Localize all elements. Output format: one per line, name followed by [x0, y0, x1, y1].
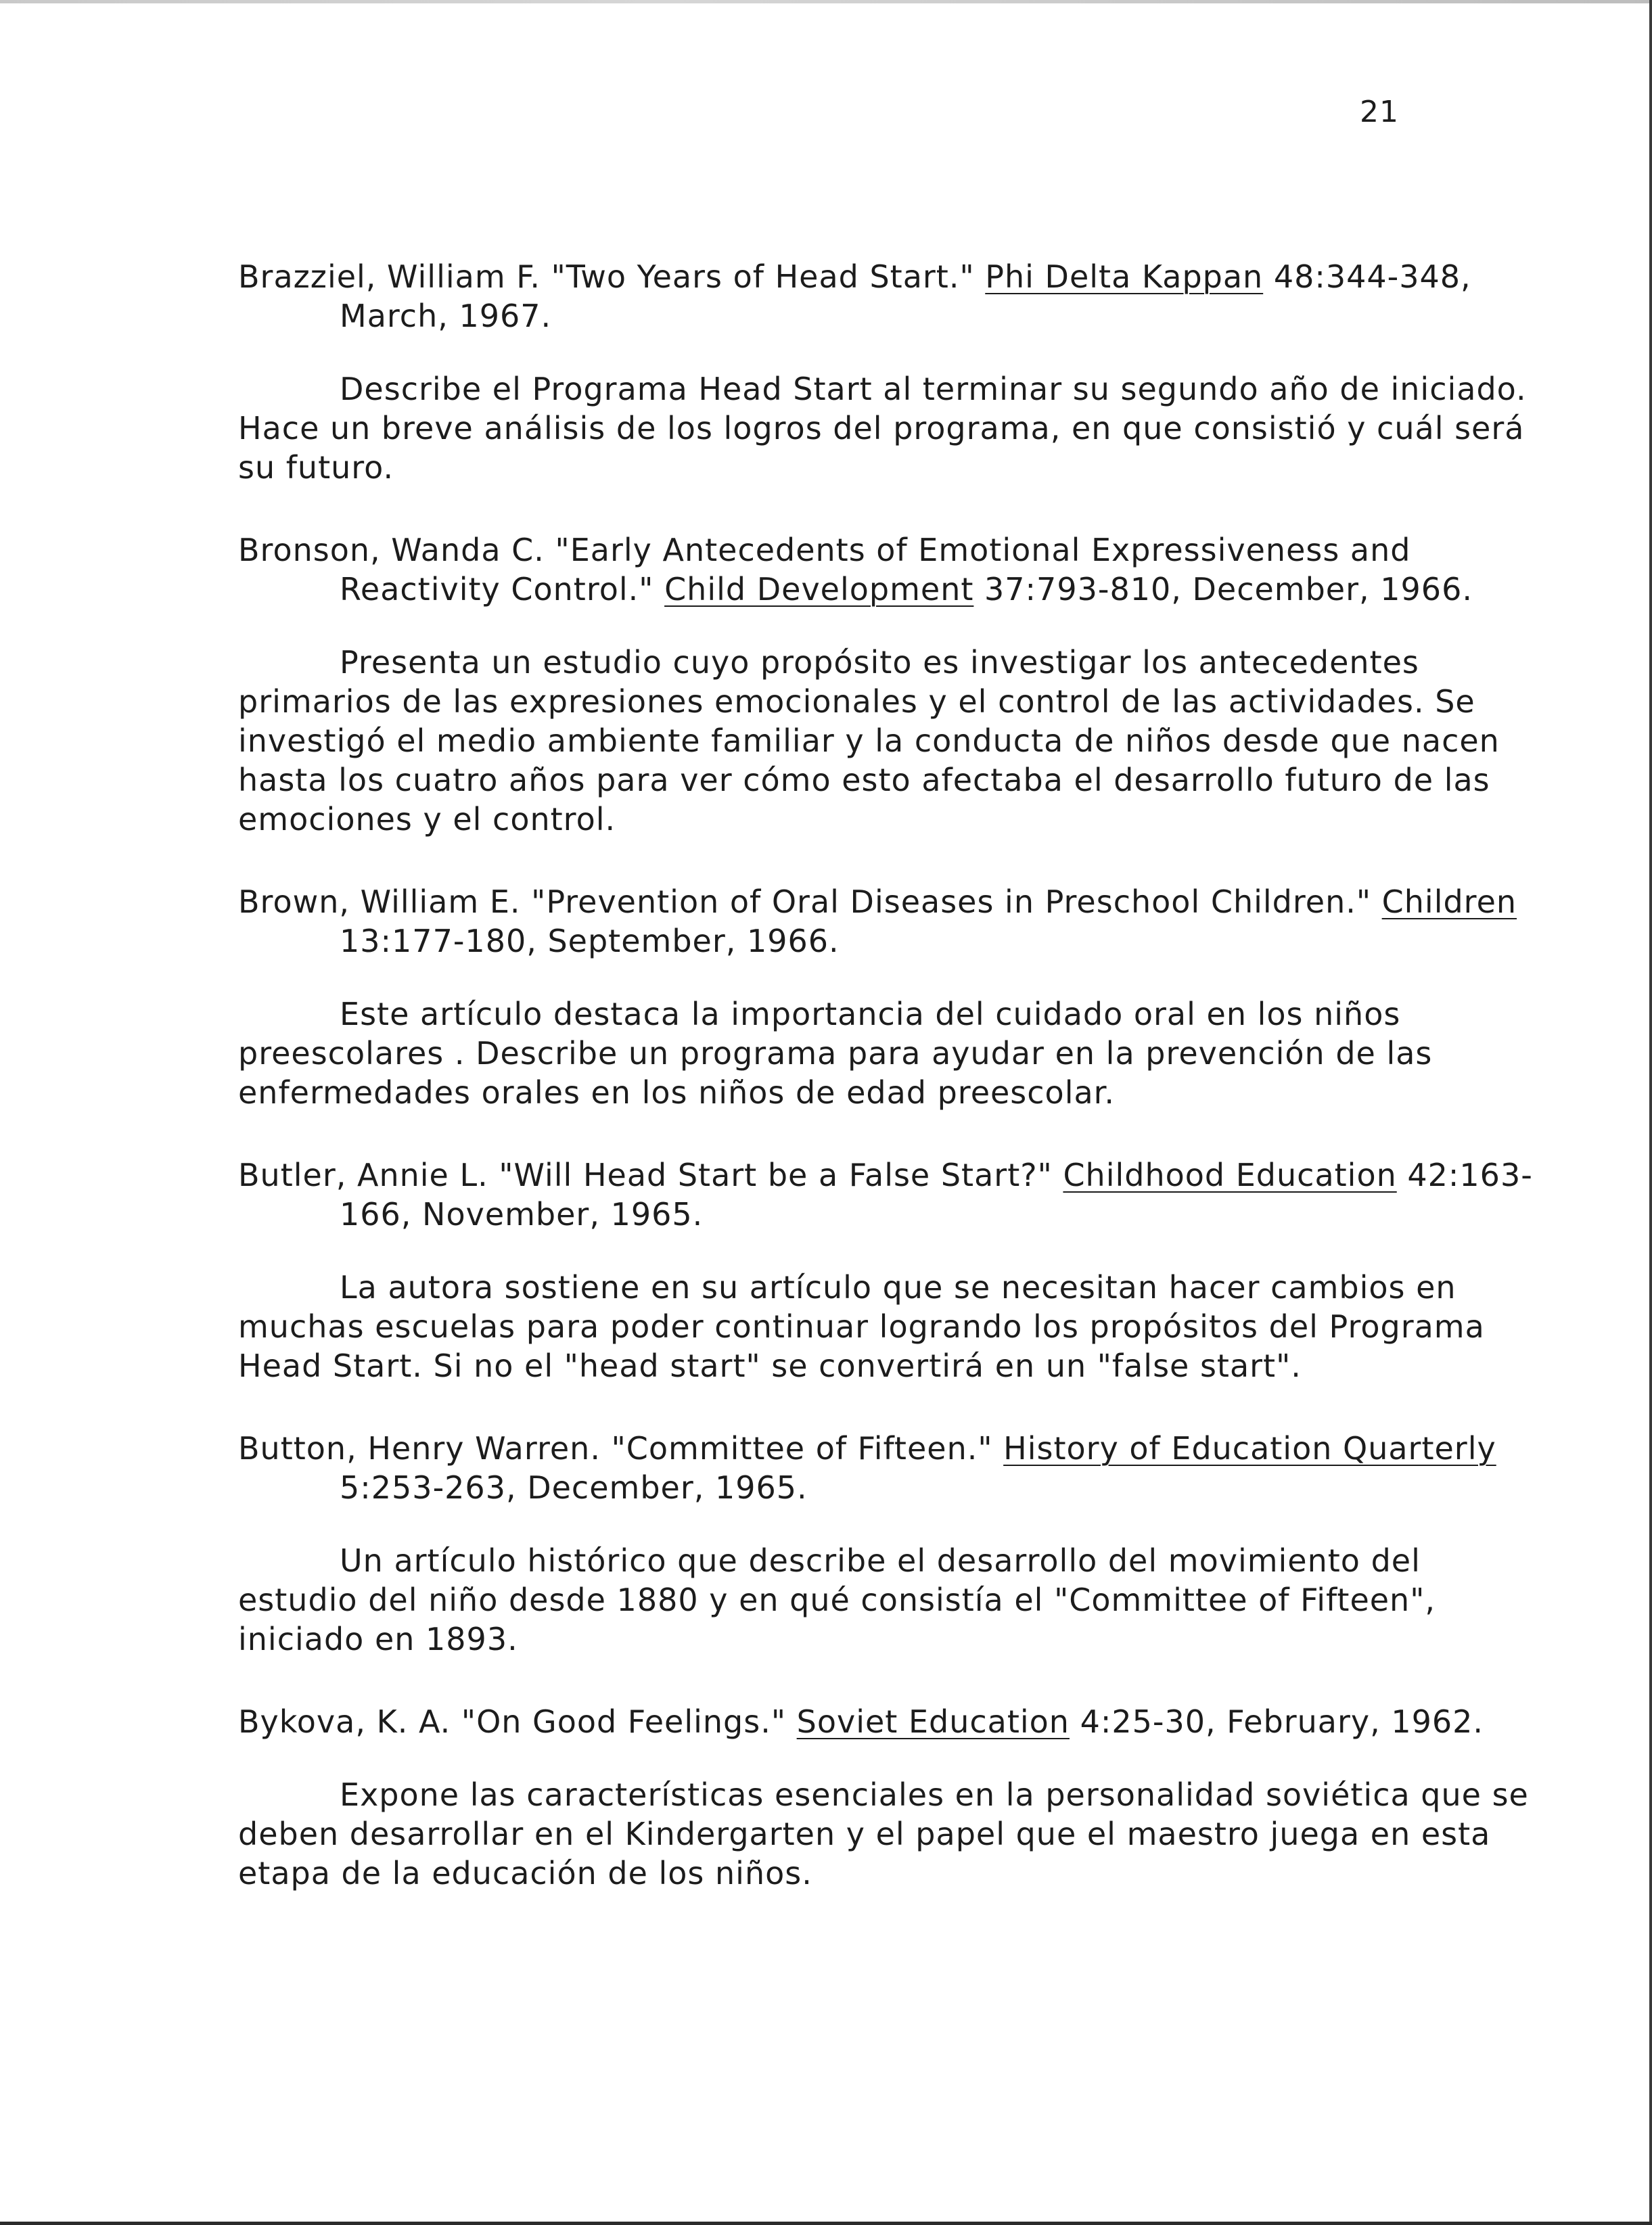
bibliography-entry	[238, 530, 1544, 839]
citation	[238, 530, 1544, 609]
entry-summary: Este artículo destaca la importancia del cuidado oral en los niños preescolares . Describe un programa para ayudar en la prevención de las enfermedades orales en los niños de edad preescolar.	[238, 996, 1433, 1111]
article-title: "Two Years of Head Start."	[551, 258, 975, 295]
article-title: "Prevention of Oral Diseases in Preschool Children."	[531, 884, 1372, 920]
author: Bronson, Wanda C.	[238, 532, 545, 568]
author: Brazziel, William F.	[238, 258, 541, 295]
bottom-rule	[0, 2222, 1652, 2225]
entry-summary: Presenta un estudio cuyo propósito es investigar los antecedentes primarios de las expresiones emocionales y el control de las actividades. Se investigó el medio ambiente familiar y la conducta de niños desde que nacen hasta los cuatro años para ver cómo esto afectaba el desarrollo futuro de las emociones y el control.	[238, 644, 1500, 838]
citation	[238, 257, 1544, 336]
journal-title: Phi Delta Kappan	[985, 258, 1264, 295]
entry-summary: Describe el Programa Head Start al terminar su segundo año de iniciado. Hace un breve análisis de los logros del programa, en que consistió y cuál será su futuro.	[238, 371, 1527, 486]
article-title: "Committee of Fifteen."	[611, 1430, 993, 1467]
bibliography-entry	[238, 257, 1544, 487]
citation	[238, 1155, 1544, 1234]
citation-details: 4:25-30, February, 1962.	[1080, 1703, 1484, 1740]
journal-title: History of Education Quarterly	[1003, 1430, 1496, 1467]
citation-details: 37:793-810, December, 1966.	[984, 571, 1473, 607]
bibliography-entry	[238, 1155, 1544, 1385]
citation-details: 42:163-166, November, 1965.	[340, 1157, 1533, 1233]
citation	[238, 1702, 1544, 1741]
journal-title: Childhood Education	[1063, 1157, 1397, 1193]
bibliography-list	[238, 257, 1544, 1936]
journal-title: Children	[1381, 884, 1517, 920]
bibliography-entry	[238, 1429, 1544, 1659]
author: Button, Henry Warren.	[238, 1430, 601, 1467]
journal-title: Soviet Education	[796, 1703, 1070, 1740]
citation	[238, 1429, 1544, 1507]
author: Butler, Annie L.	[238, 1157, 488, 1193]
bibliography-entry	[238, 1702, 1544, 1893]
citation-details: 13:177-180, September, 1966.	[340, 923, 840, 959]
article-title: "Early Antecedents of Emotional Expressiveness and Reactivity Control."	[340, 532, 1411, 607]
author: Bykova, K. A.	[238, 1703, 451, 1740]
page-number: 21	[1360, 95, 1399, 129]
author: Brown, William E.	[238, 884, 521, 920]
article-title: "On Good Feelings."	[461, 1703, 787, 1740]
entry-summary: Un artículo histórico que describe el desarrollo del movimiento del estudio del niño desde 1880 y en qué consistía el "Committee of Fifteen", iniciado en 1893.	[238, 1542, 1436, 1657]
article-title: "Will Head Start be a False Start?"	[499, 1157, 1053, 1193]
citation-details: 48:344-348, March, 1967.	[340, 258, 1471, 334]
entry-summary: La autora sostiene en su artículo que se necesitan hacer cambios en muchas escuelas para poder continuar logrando los propósitos del Programa Head Start. Si no el "head start" se convertirá en un "false start".	[238, 1269, 1485, 1384]
entry-summary: Expone las características esenciales en la personalidad soviética que se deben desarrollar en el Kindergarten y el papel que el maestro juega en esta etapa de la educación de los niños.	[238, 1776, 1529, 1891]
citation	[238, 882, 1544, 961]
right-edge-rule	[1649, 0, 1652, 2225]
bibliography-entry	[238, 882, 1544, 1112]
journal-title: Child Development	[664, 571, 974, 607]
citation-details: 5:253-263, December, 1965.	[340, 1469, 808, 1506]
top-rule	[0, 0, 1652, 3]
